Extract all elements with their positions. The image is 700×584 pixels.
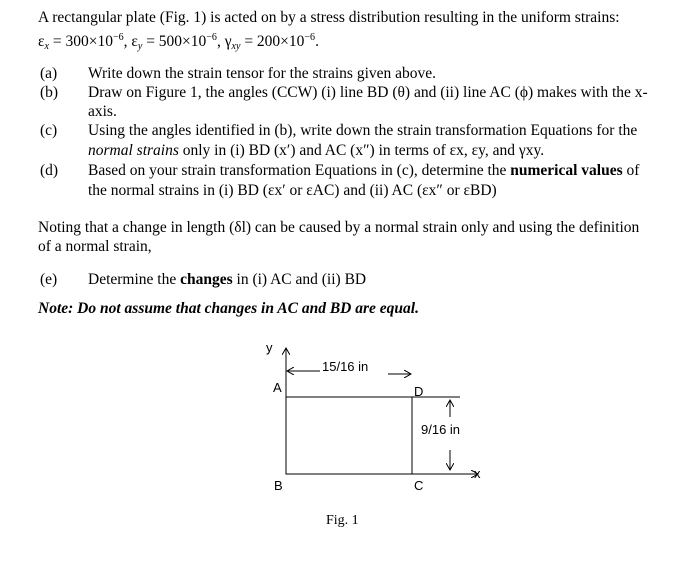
y-axis-label: y	[266, 340, 273, 355]
item-e-post: in (i) AC and (ii) BD	[232, 271, 367, 288]
item-d-pre: Based on your strain transformation Equations in (c), determine the	[88, 162, 511, 179]
item-e-bold: changes	[180, 271, 233, 288]
item-d-text-2: the normal strains in (i) BD (εx′ or εAC) and (ii) AC (εx″ or εBD)	[88, 182, 497, 199]
width-label: 15/16 in	[322, 359, 369, 374]
x-axis-label: x	[474, 466, 481, 481]
gxy-subscript: xy	[231, 41, 241, 52]
item-d-label: (d)	[40, 162, 59, 179]
ex-exponent: −6	[112, 32, 124, 43]
item-c-label: (c)	[40, 122, 58, 139]
gxy-value: = 200×10	[240, 33, 305, 50]
item-e-pre: Determine the	[88, 271, 181, 288]
item-b-label: (b)	[40, 84, 59, 101]
item-d-post: of	[622, 162, 640, 179]
ex-value: = 300×10	[48, 33, 113, 50]
item-a-label: (a)	[40, 65, 58, 82]
gxy-exponent: −6	[304, 32, 316, 43]
item-d-bold: numerical values	[510, 162, 623, 179]
corner-d-label: D	[414, 384, 424, 399]
corner-b-label: B	[274, 478, 283, 493]
figure-caption: Fig. 1	[326, 513, 359, 528]
ex-subscript: x	[44, 41, 49, 52]
item-e-label: (e)	[40, 271, 58, 288]
gxy-symbol: , γ	[216, 33, 232, 50]
intro-end: .	[315, 33, 319, 50]
item-b-text-1: Draw on Figure 1, the angles (CCW) (i) line BD (θ) and (ii) line AC (ϕ) makes with the x-	[88, 84, 648, 101]
item-c-italic: normal strains	[88, 142, 179, 159]
ey-value: = 500×10	[142, 33, 207, 50]
item-c-text-1: Using the angles identified in (b), write down the strain transformation Equations for the	[88, 122, 638, 139]
corner-c-label: C	[414, 478, 424, 493]
noting-line-1: Noting that a change in length (δl) can be caused by a normal strain only and using the definition	[38, 219, 640, 236]
plate-rectangle	[286, 397, 412, 474]
ey-exponent: −6	[206, 32, 217, 43]
intro-line-1: A rectangular plate (Fig. 1) is acted on by a stress distribution resulting in the uniform strains:	[38, 9, 620, 26]
height-label: 9/16 in	[421, 422, 461, 437]
noting-line-2: of a normal strain,	[38, 238, 152, 255]
item-a-text: Write down the strain tensor for the strains given above.	[88, 65, 437, 82]
item-b-text-2: axis.	[88, 103, 117, 120]
note-warning: Note: Do not assume that changes in AC and BD are equal.	[38, 300, 419, 317]
ex-symbol: ε	[38, 33, 45, 50]
item-c-rest: only in (i) BD (x′) and AC (x″) in terms of εx, εy, and γxy.	[178, 142, 545, 159]
ey-symbol: , ε	[123, 33, 138, 50]
corner-a-label: A	[273, 380, 282, 395]
ey-subscript: y	[137, 41, 143, 52]
